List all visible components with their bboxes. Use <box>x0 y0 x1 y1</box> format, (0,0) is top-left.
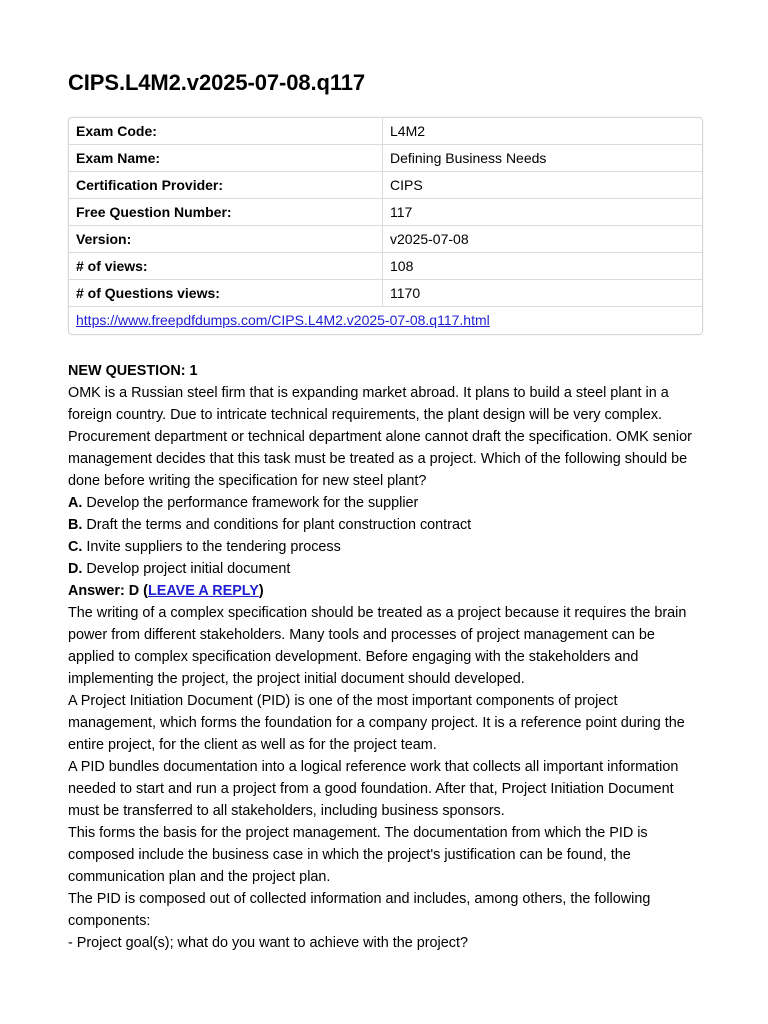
explanation-paragraph: A Project Initiation Document (PID) is one of the most important components of project management, which forms the foundation for a company project. It is a reference point during the entire project, for the client as well as for the project team. <box>68 693 685 753</box>
leave-a-reply-link[interactable]: LEAVE A REPLY <box>147 583 259 599</box>
row-label: # of Questions views: <box>69 280 383 306</box>
explanation-paragraph: The PID is composed out of collected information and includes, among others, the following components: <box>68 891 651 929</box>
table-row <box>69 144 702 171</box>
table-row <box>69 171 702 198</box>
answer-option-b <box>68 514 702 536</box>
row-label: Exam Name: <box>69 145 383 171</box>
table-row <box>69 118 702 144</box>
row-label: Version: <box>69 226 383 252</box>
row-value: CIPS <box>390 177 423 193</box>
explanation-paragraph: The writing of a complex specification should be treated as a project because it requires the brain power from different stakeholders. Many tools and processes of project management can be applied to complex specification development. Before engaging with the stakeholders and implementing the project, the project initial document should developed. <box>68 605 687 687</box>
table-row <box>69 198 702 225</box>
row-label: # of views: <box>69 253 383 279</box>
question-stem: OMK is a Russian steel firm that is expanding market abroad. It plans to build a steel plant in a foreign country. Due to intricate technical requirements, the plant design will be very complex. Procurement department or technical department alone cannot draft the specification. OMK senior management decides that this task must be treated as a project. Which of the following should be done before writing the specification for new steel plant? <box>68 385 692 489</box>
question-heading: NEW QUESTION: 1 <box>68 363 198 379</box>
option-letter: C. <box>68 539 83 555</box>
row-value: 108 <box>390 258 414 274</box>
row-value: L4M2 <box>390 123 426 139</box>
option-letter: A. <box>68 495 83 511</box>
option-text: Develop the performance framework for the supplier <box>82 495 419 511</box>
option-text: Invite suppliers to the tendering process <box>82 539 341 555</box>
table-row <box>69 225 702 252</box>
question-content <box>68 360 702 954</box>
option-text: Develop project initial document <box>82 561 291 577</box>
source-url-link[interactable]: https://www.freepdfdumps.com/CIPS.L4M2.v2025-07-08.q117.html <box>76 312 490 328</box>
option-letter: D. <box>68 561 83 577</box>
row-value: 1170 <box>390 285 421 301</box>
explanation-paragraph: A PID bundles documentation into a logical reference work that collects all important information needed to start and run a project from a good foundation. After that, Project Initiation Document must be transferred to all stakeholders, including business sponsors. <box>68 759 679 819</box>
table-row <box>69 252 702 279</box>
answer-line <box>68 580 702 602</box>
explanation-paragraph: - Project goal(s); what do you want to achieve with the project? <box>68 935 468 951</box>
exam-info-table <box>68 117 703 335</box>
answer-option-a <box>68 492 702 514</box>
row-label: Exam Code: <box>69 118 383 144</box>
row-label: Free Question Number: <box>69 199 383 225</box>
table-row-url <box>69 306 702 334</box>
row-value: 117 <box>390 204 413 220</box>
explanation-paragraph: This forms the basis for the project management. The documentation from which the PID is composed include the business case in which the project's justification can be found, the communication plan and the project plan. <box>68 825 648 885</box>
answer-option-d <box>68 558 702 580</box>
option-text: Draft the terms and conditions for plant construction contract <box>82 517 472 533</box>
row-label: Certification Provider: <box>69 172 383 198</box>
answer-prefix: Answer: D ( <box>68 583 148 599</box>
answer-option-c <box>68 536 702 558</box>
row-value: Defining Business Needs <box>390 150 547 166</box>
option-letter: B. <box>68 517 83 533</box>
answer-suffix: ) <box>258 583 264 599</box>
table-row <box>69 279 702 306</box>
page-title: CIPS.L4M2.v2025-07-08.q117 <box>68 70 366 95</box>
row-value: v2025-07-08 <box>390 231 469 247</box>
